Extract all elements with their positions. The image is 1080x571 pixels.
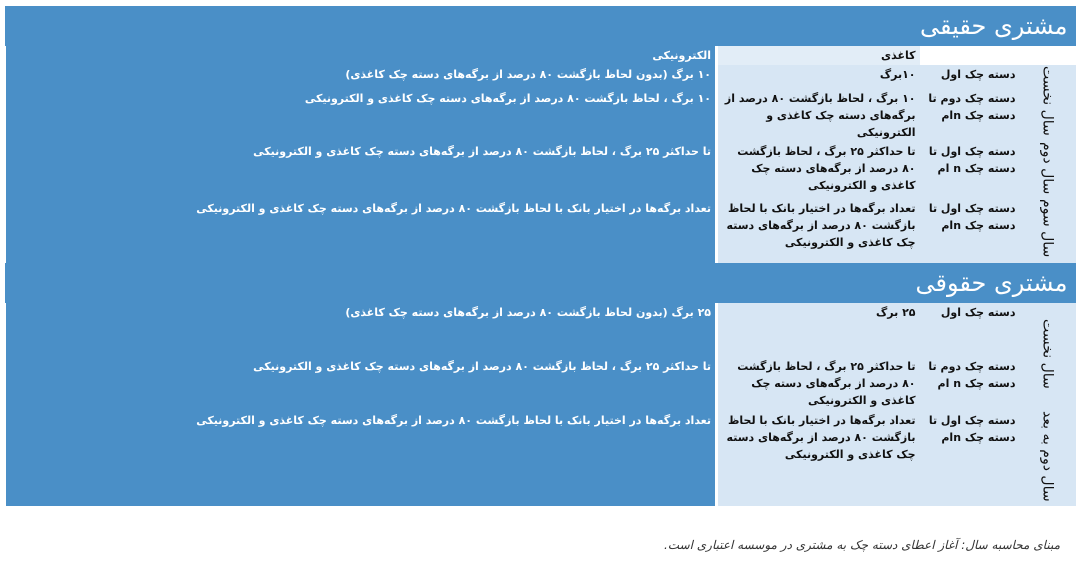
check-allocation-table <box>3 6 1076 506</box>
year-label-first: سال نخست <box>1020 65 1076 142</box>
electronic-cell: ۱۰ برگ ، لحاظ بازگشت ۸۰ درصد از برگه‌های دسته چک کاغذی و الکترونیکی <box>5 89 717 142</box>
stage-cell: دسته چک اول تا دسته چک nام <box>920 411 1020 507</box>
table-row <box>5 411 1076 507</box>
stage-cell: دسته چک دوم تا دسته چک n ام <box>920 357 1020 411</box>
electronic-cell: تا حداکثر ۲۵ برگ ، لحاظ بازگشت ۸۰ درصد از برگه‌های دسته چک کاغذی و الکترونیکی <box>5 142 717 199</box>
stage-cell: دسته چک اول <box>920 303 1020 357</box>
check-allocation-table-container <box>3 6 1074 506</box>
electronic-cell: تا حداکثر ۲۵ برگ ، لحاظ بازگشت ۸۰ درصد از برگه‌های دسته چک کاغذی و الکترونیکی <box>5 357 717 411</box>
paper-cell: تا حداکثر ۲۵ برگ ، لحاظ بازگشت ۸۰ درصد از برگه‌های دسته چک کاغذی و الکترونیکی <box>717 357 920 411</box>
table-row <box>5 303 1076 357</box>
year-label-third: سال سوم <box>1020 199 1076 262</box>
table-row <box>5 89 1076 142</box>
column-header-row <box>5 46 1076 65</box>
electronic-cell: ۱۰ برگ (بدون لحاظ بازگشت ۸۰ درصد از برگه‌های دسته چک کاغذی) <box>5 65 717 89</box>
paper-cell: ۱۰ برگ ، لحاظ بازگشت ۸۰ درصد از برگه‌های دسته چک کاغذی و الکترونیکی <box>717 89 920 142</box>
table-row <box>5 142 1076 199</box>
stage-cell: دسته چک دوم تا دسته چک nام <box>920 89 1020 142</box>
header-blank <box>920 46 1076 65</box>
stage-cell: دسته چک اول تا دسته چک nام <box>920 199 1020 262</box>
table-row <box>5 65 1076 89</box>
stage-cell: دسته چک اول <box>920 65 1020 89</box>
paper-cell: ۱۰برگ <box>717 65 920 89</box>
section-title-legal: مشتری حقوقی <box>5 263 1076 303</box>
paper-cell: تعداد برگه‌ها در اختیار بانک با لحاظ بازگشت ۸۰ درصد از برگه‌های دسته چک کاغذی و الکترونیکی <box>717 199 920 262</box>
table-row <box>5 357 1076 411</box>
header-electronic: الکترونیکی <box>5 46 717 65</box>
electronic-cell: ۲۵ برگ (بدون لحاظ بازگشت ۸۰ درصد از برگه‌های دسته چک کاغذی) <box>5 303 717 357</box>
paper-cell: ۲۵ برگ <box>717 303 920 357</box>
year-label-first-legal: سال نخست <box>1020 303 1076 411</box>
header-paper: کاغذی <box>717 46 920 65</box>
stage-cell: دسته چک اول تا دسته چک n ام <box>920 142 1020 199</box>
paper-cell: تعداد برگه‌ها در اختیار بانک با لحاظ بازگشت ۸۰ درصد از برگه‌های دسته چک کاغذی و الکترونیکی <box>717 411 920 507</box>
section-header-individual <box>5 6 1076 46</box>
electronic-cell: تعداد برگه‌ها در اختیار بانک با لحاظ بازگشت ۸۰ درصد از برگه‌های دسته چک کاغذی و الکترونیکی <box>5 411 717 507</box>
year-label-second: سال دوم <box>1020 142 1076 199</box>
section-header-legal <box>5 263 1076 303</box>
electronic-cell: تعداد برگه‌ها در اختیار بانک با لحاظ بازگشت ۸۰ درصد از برگه‌های دسته چک کاغذی و الکترونیکی <box>5 199 717 262</box>
year-label-second-legal: سال دوم به بعد <box>1020 411 1076 507</box>
paper-cell: تا حداکثر ۲۵ برگ ، لحاظ بازگشت ۸۰ درصد از برگه‌های دسته چک کاغذی و الکترونیکی <box>717 142 920 199</box>
footnote: مبنای محاسبه سال: آغاز اعطای دسته چک به مشتری در موسسه اعتباری است. <box>663 538 1060 552</box>
section-title-individual: مشتری حقیقی <box>5 6 1076 46</box>
table-row <box>5 199 1076 262</box>
